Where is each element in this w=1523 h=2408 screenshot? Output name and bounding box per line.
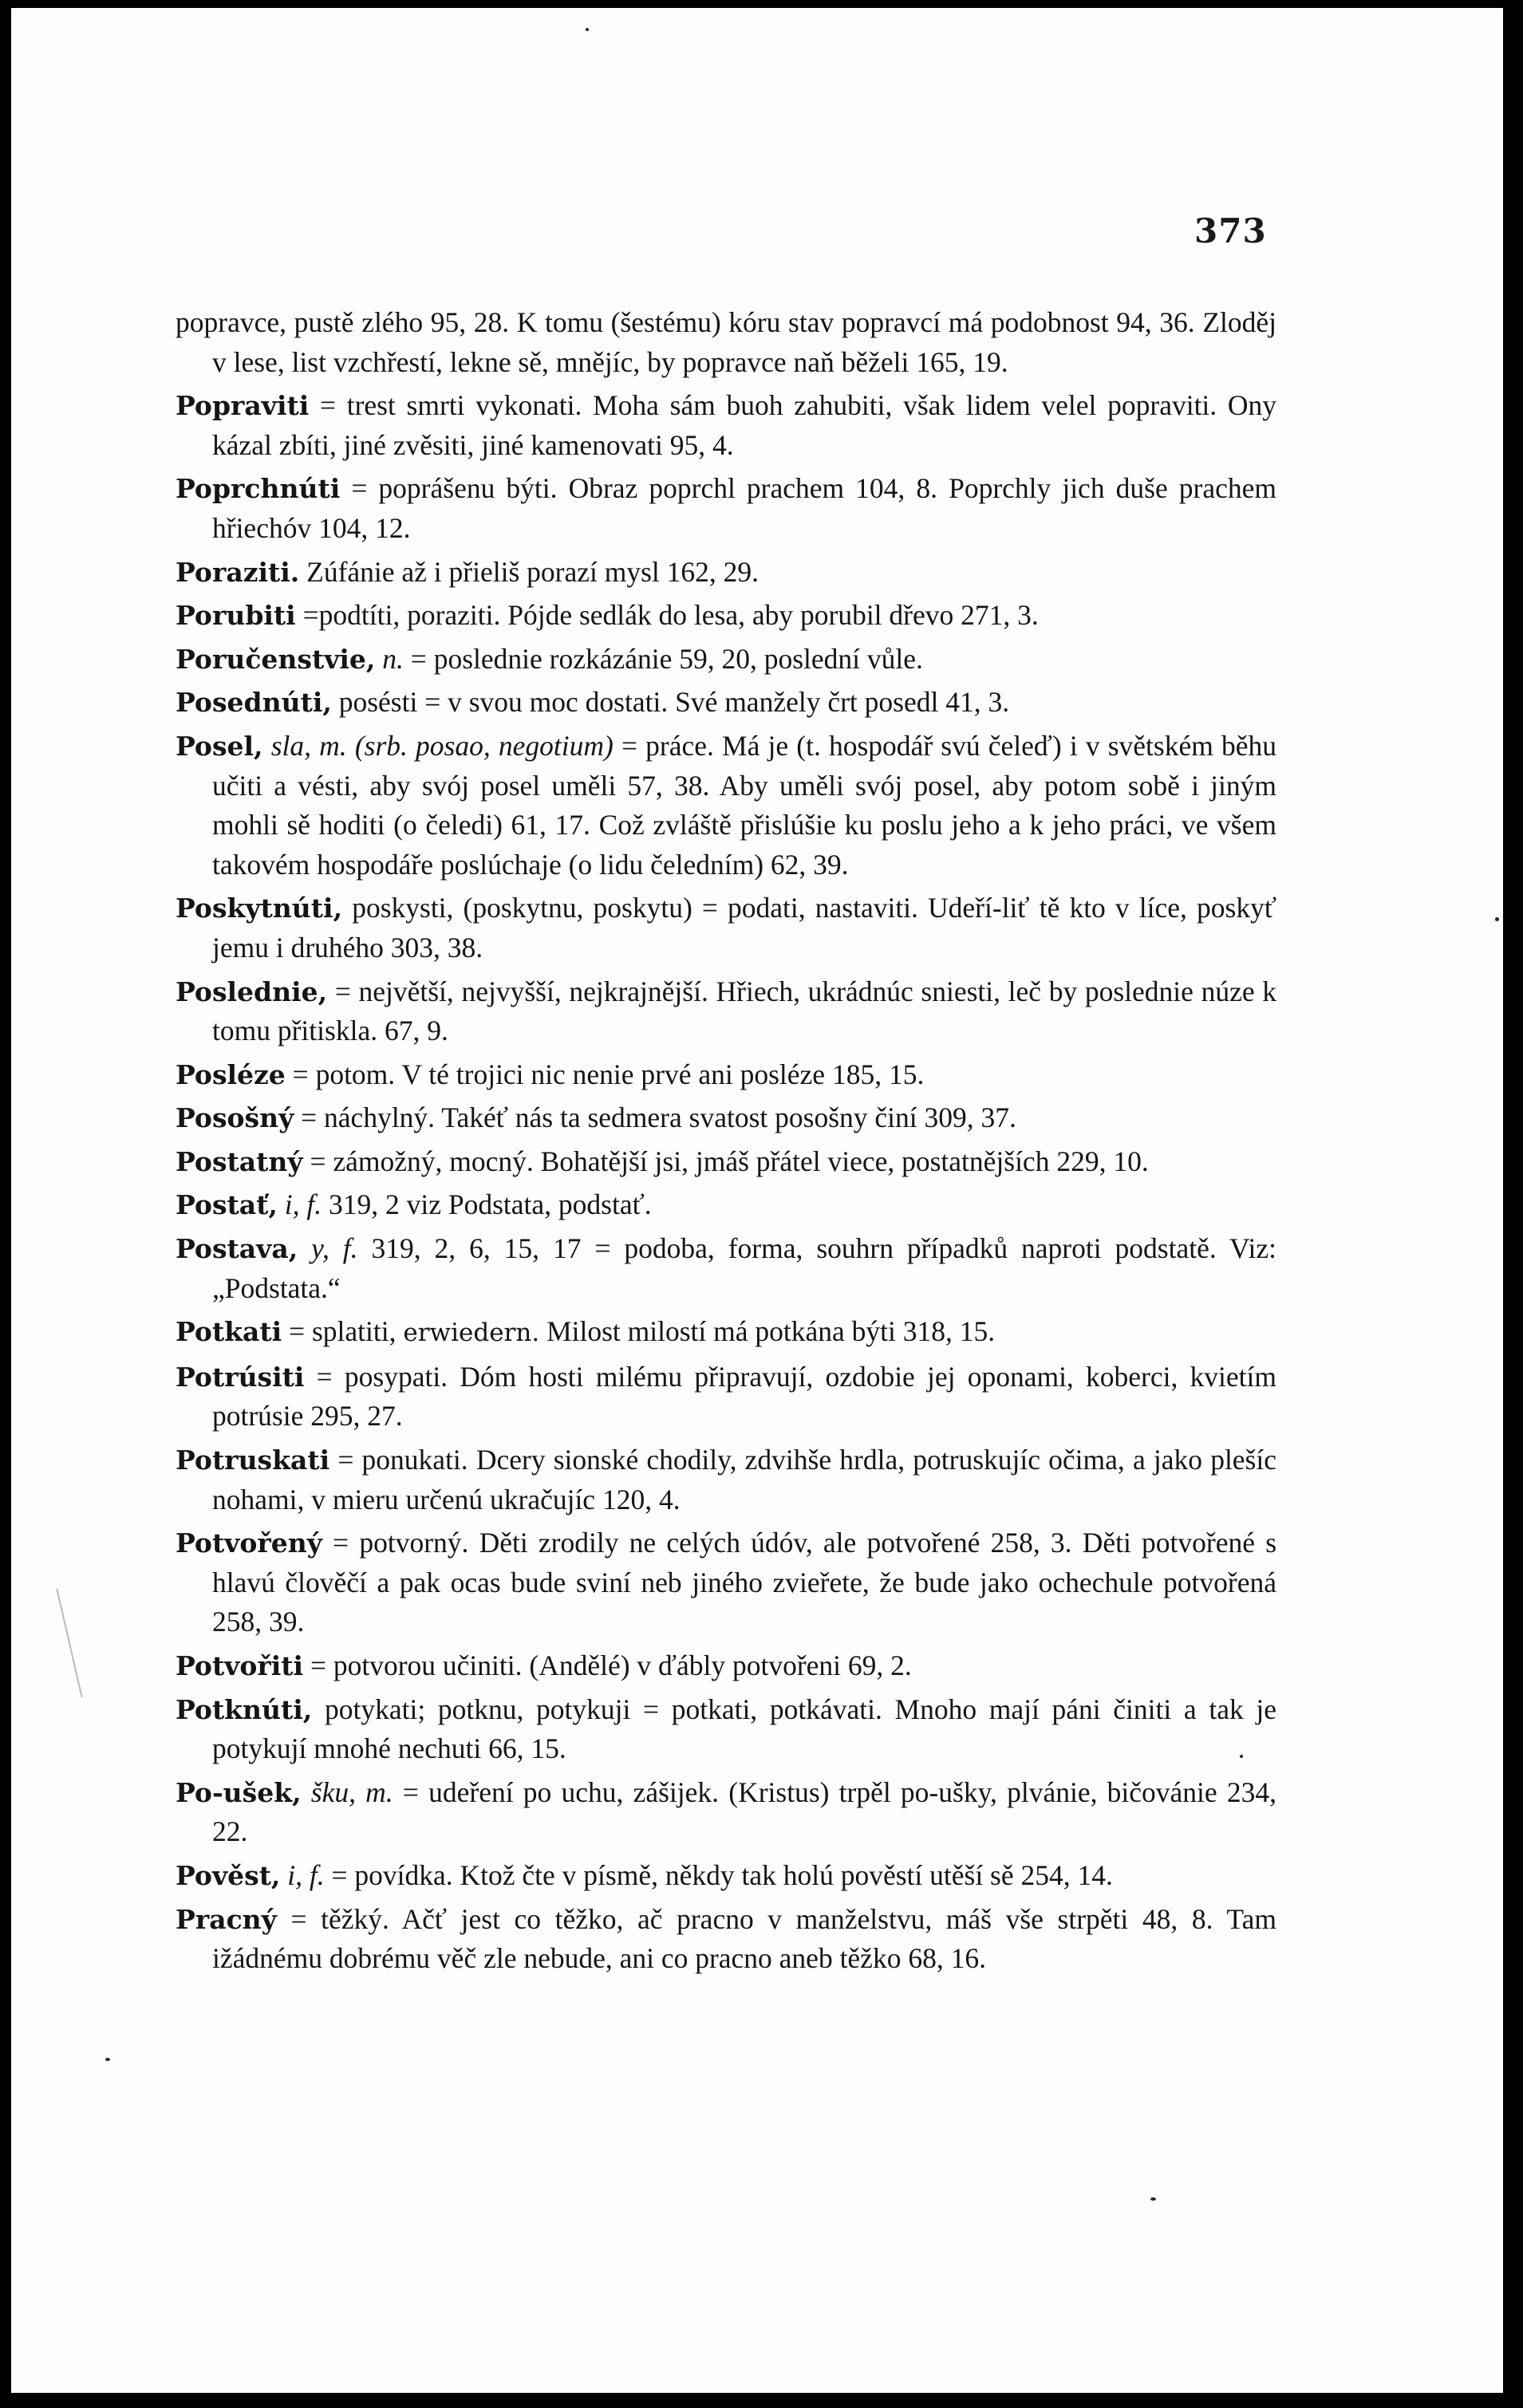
entry-headword: Posošný: [176, 1102, 294, 1134]
scan-speck: [1240, 1755, 1243, 1758]
entry-headword: Popraviti: [176, 390, 310, 422]
entry-text: = práce. Má je (t. hospodář svú čeleď) i v světském běhu učiti a vésti, aby svój posel uměli 57, 38. Aby uměli svój posel, aby potom sobě i jiným mohli sě hoditi (o čeledi) 61, 17. Což zvláště přislúšie ku poslu jeho a k jeho práci, ve všem takovém hospodáře poslúchaje (o lidu čeledním) 62, 39.: [212, 729, 1277, 881]
entry-potvoreny: [176, 1523, 1276, 1642]
entry-text: = zámožný, mocný. Bohatější jsi, jmáš přátel viece, postatnějších 229, 10.: [310, 1145, 1149, 1177]
entry-text: = potvorný. Děti zrodily ne celých údóv, ale potvořené 258, 3. Děti potvořené s hlavú člověčí a pak ocas bude sviní neb jiného zvieřete, že bude jako ochechule potvořená 258, 39.: [212, 1527, 1277, 1638]
entry-list: [176, 303, 1276, 1983]
page-number: 373: [1194, 211, 1267, 250]
entry-potrusiti: [176, 1358, 1276, 1437]
entry-potvoriti: [176, 1646, 1276, 1686]
entry-headword: Potkati: [176, 1316, 282, 1348]
entry-porubiti: [176, 596, 1276, 636]
scan-speck: [1495, 917, 1499, 921]
entry-headword: Posel,: [176, 730, 263, 762]
entry-headword: Poprchnúti: [176, 473, 341, 505]
entry-headword: Poraziti.: [176, 556, 300, 588]
entry-text: = těžký. Ačť jest co těžko, ač pracno v manželstvu, máš vše strpěti 48, 8. Tam ižádnému dobrému věč zle nebude, ani co pracno aneb těžko 68, 16.: [212, 1902, 1276, 1975]
entry-text: = potvorou učiniti. (Andělé) v ďábly potvořeni 69, 2.: [310, 1649, 912, 1681]
entry-grammar: i, f.: [287, 1858, 325, 1891]
entry-text: = poprášenu býti. Obraz poprchl prachem 104, 8. Poprchly jich duše prachem hřiechóv 104, 12.: [212, 472, 1276, 544]
entry-grammar: n.: [382, 642, 404, 675]
entry-headword: Postať,: [176, 1189, 278, 1221]
entry-headword: Potvořený: [176, 1527, 322, 1559]
entry-text-continued: Milost milostí má potkána býti 318, 15.: [546, 1315, 996, 1348]
entry-text: Zúfánie až i přieliš porazí mysl 162, 29.: [306, 555, 759, 588]
entry-text: = ponukati. Dcery sionské chodily, zdvihše hrdla, potruskujíc očima, a jako plešíc nohami, v mieru určenú ukračujíc 120, 4.: [212, 1444, 1276, 1515]
entry-posednuti: [176, 683, 1276, 723]
scan-artifact-line: [56, 1589, 82, 1698]
entry-text: = potom. V té trojici nic nenie prvé ani posléze 185, 15.: [292, 1058, 925, 1090]
entry-headword: Po-ušek,: [176, 1776, 302, 1808]
dictionary-page: [11, 8, 1503, 2393]
entry-grammar: šku, m.: [310, 1775, 393, 1808]
entry-potkati: [176, 1312, 1276, 1354]
entry-headword: Poručenstvie,: [176, 643, 376, 675]
entry-headword: Poslednie,: [176, 975, 328, 1007]
entry-text: = největší, nejvyšší, nejkrajnější. Hřiech, ukrádnúc sniesti, leč by poslednie núze k tomu přitiskla. 67, 9.: [212, 975, 1277, 1047]
entry-text: = trest smrti vykonati. Moha sám buoh zahubiti, však lidem velel popraviti. Ony kázal zbíti, jiné zvěsiti, jiné kamenovati 95, 4.: [212, 389, 1277, 461]
entry-text: 319, 2, 6, 15, 17 = podoba, forma, souhrn případků naproti podstatě. Viz: „Podstata.“: [212, 1232, 1277, 1304]
entry-poslednie: [176, 972, 1276, 1051]
entry-continuation: [176, 303, 1276, 382]
entry-grammar: sla, m. (srb. posao, negotium): [270, 729, 614, 762]
entry-postava: [176, 1229, 1276, 1308]
entry-grammar: y, f.: [311, 1232, 358, 1265]
entry-headword: Porubiti: [176, 600, 296, 632]
entry-headword: Poskytnúti,: [176, 893, 343, 924]
entry-text: = udeření po uchu, zášijek. (Kristus) trpěl po-ušky, plvánie, bičovánie 234, 22.: [212, 1775, 1277, 1848]
entry-headword: Potruskati: [176, 1444, 330, 1476]
scan-speck: [586, 28, 589, 31]
entry-headword: Postatný: [176, 1145, 303, 1177]
entry-pososny: [176, 1098, 1276, 1138]
entry-popraviti: [176, 386, 1276, 465]
entry-headword: Potrúsiti: [176, 1361, 305, 1393]
entry-headword: Posléze: [176, 1058, 286, 1090]
entry-text: = náchylný. Takéť nás ta sedmera svatost posošny činí 309, 37.: [301, 1102, 1016, 1134]
entry-posel: [176, 727, 1276, 885]
entry-headword: Potvořiti: [176, 1650, 304, 1681]
entry-povest: [176, 1856, 1276, 1896]
entry-text: poskysti, (poskytnu, poskytu) = podati, nastaviti. Udeří-liť tě kto v líce, poskyť jemu i druhého 303, 38.: [212, 892, 1277, 964]
entry-postatny: [176, 1142, 1276, 1182]
entry-poraziti: [176, 553, 1276, 593]
entry-headword: Pověst,: [176, 1859, 281, 1891]
entry-text: = poslednie rozkázánie 59, 20, poslední vůle.: [410, 642, 923, 675]
entry-headword: Potknúti,: [176, 1693, 313, 1725]
entry-porucenstvie: [176, 640, 1276, 680]
entry-text: posésti = v svou moc dostati. Své manžely črt posedl 41, 3.: [338, 686, 1010, 719]
entry-text: =podtíti, poraziti. Pójde sedlák do lesa, aby porubil dřevo 271, 3.: [302, 599, 1039, 632]
entry-potruskati: [176, 1440, 1276, 1519]
entry-text: = povídka. Ktož čte v písmě, někdy tak holú pověstí utěší sě 254, 14.: [331, 1858, 1113, 1891]
entry-text: 319, 2 viz Podstata, podstať.: [328, 1188, 652, 1221]
entry-headword: Posednúti,: [176, 687, 332, 719]
entry-headword: Pracný: [176, 1903, 277, 1935]
entry-poskytnuti: [176, 889, 1276, 968]
entry-grammar: i, f.: [284, 1188, 322, 1221]
entry-text: = splatiti,: [289, 1315, 397, 1348]
entry-headword: Postava,: [176, 1233, 298, 1265]
scan-speck: [1150, 2197, 1156, 2201]
entry-poprchnuti: [176, 469, 1276, 548]
entry-po-usek: [176, 1773, 1276, 1852]
entry-text: = posypati. Dóm hosti milému připravují, ozdobie jej oponami, koberci, kvietím potrúsie 295, 27.: [212, 1360, 1276, 1433]
entry-german-gloss: erwiedern.: [403, 1318, 540, 1348]
entry-posleze: [176, 1055, 1276, 1095]
entry-text: potykati; potknu, potykuji = potkati, potkávati. Mnoho mají páni činiti a tak je potykují mnohé nechuti 66, 15.: [212, 1693, 1276, 1765]
entry-pracny: [176, 1900, 1276, 1979]
scan-speck: [105, 2058, 110, 2061]
entry-potknuti: [176, 1690, 1276, 1769]
entry-postat: [176, 1185, 1276, 1225]
entry-text: popravce, pustě zlého 95, 28. K tomu (šestému) kóru stav popravcí má podobnost 94, 36. Zloděj v lese, list vzchřestí, lekne sě, mnějíc, by popravce naň běželi 165, 19.: [176, 306, 1276, 378]
